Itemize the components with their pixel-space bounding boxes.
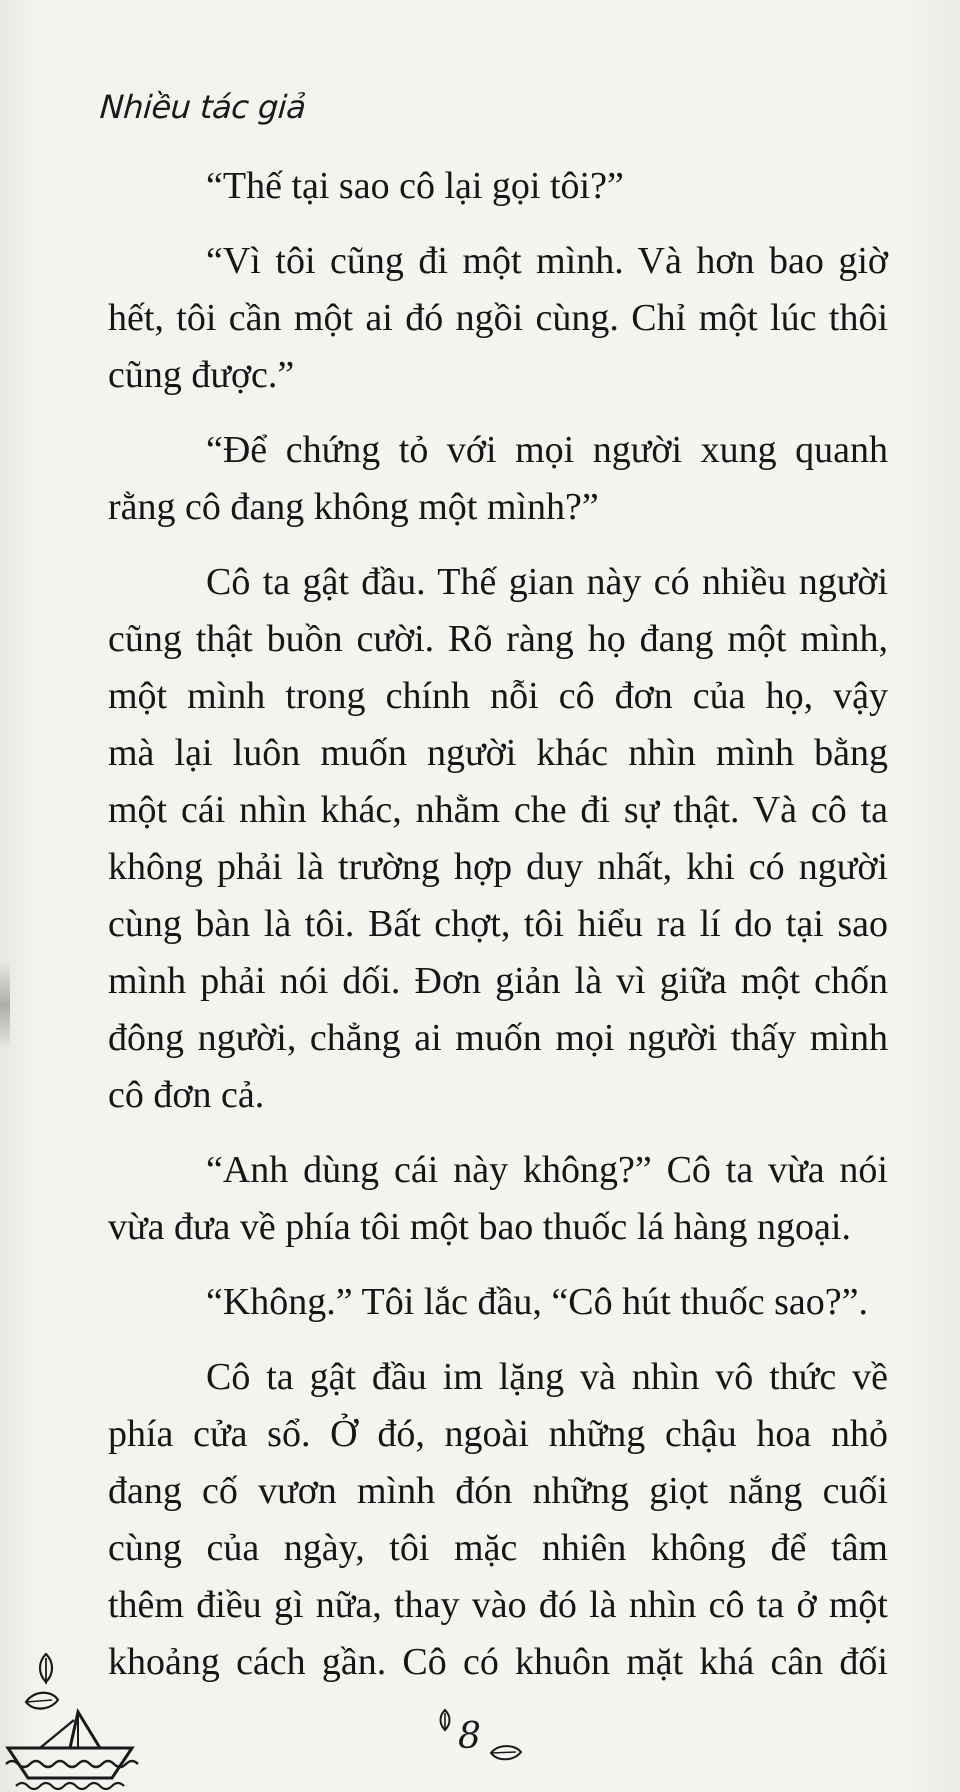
running-head: Nhiều tác giả	[98, 88, 307, 126]
paragraph	[108, 158, 888, 215]
text-line: mình phải nói dối. Đơn giản là vì giữa một chốn	[108, 960, 888, 1002]
page-edge-shadow	[0, 960, 10, 1050]
text-line: đang cố vươn mình đón những giọt nắng cuối	[108, 1470, 888, 1512]
text-line: phía cửa sổ. Ở đó, ngoài những chậu hoa nhỏ	[108, 1413, 888, 1455]
paragraph	[108, 233, 888, 404]
paragraph	[108, 1274, 888, 1331]
text-line: rằng cô đang không một mình?”	[108, 486, 599, 528]
text-line: cùng của ngày, tôi mặc nhiên không để tâm	[108, 1527, 888, 1569]
paper-boat-icon	[0, 1706, 150, 1792]
paragraph	[108, 1349, 888, 1691]
leaf-icon	[436, 1708, 454, 1732]
page-number: 8	[458, 1716, 481, 1757]
paragraph	[108, 1142, 888, 1256]
leaf-icon	[34, 1652, 58, 1686]
text-line: “Thế tại sao cô lại gọi tôi?”	[206, 165, 624, 207]
text-line: mà lại luôn muốn người khác nhìn mình bằng	[108, 732, 888, 774]
text-line: “Để chứng tỏ với mọi người xung quanh	[206, 429, 888, 471]
text-line: đông người, chẳng ai muốn mọi người thấy mình	[108, 1017, 888, 1059]
text-line: khoảng cách gần. Cô có khuôn mặt khá cân đối	[108, 1641, 888, 1683]
text-line: cô đơn cả.	[108, 1074, 265, 1116]
text-line: Cô ta gật đầu im lặng và nhìn vô thức về	[206, 1356, 888, 1398]
text-line: một cái nhìn khác, nhằm che đi sự thật. Và cô ta	[108, 789, 888, 831]
text-line: “Anh dùng cái này không?” Cô ta vừa nói	[206, 1149, 888, 1191]
paragraph	[108, 422, 888, 536]
text-line: Cô ta gật đầu. Thế gian này có nhiều người	[206, 561, 888, 603]
text-line: “Vì tôi cũng đi một mình. Và hơn bao giờ	[206, 240, 888, 282]
body-text	[108, 158, 888, 1709]
text-line: cũng thật buồn cười. Rõ ràng họ đang một mình,	[108, 618, 888, 660]
leaf-icon	[488, 1742, 524, 1764]
text-line: vừa đưa về phía tôi một bao thuốc lá hàng ngoại.	[108, 1206, 851, 1248]
paragraph	[108, 554, 888, 1124]
text-line: “Không.” Tôi lắc đầu, “Cô hút thuốc sao?”.	[206, 1281, 868, 1323]
text-line: thêm điều gì nữa, thay vào đó là nhìn cô ta ở một	[108, 1584, 888, 1626]
text-line: cũng được.”	[108, 354, 295, 396]
text-line: cùng bàn là tôi. Bất chợt, tôi hiểu ra lí do tại sao	[108, 903, 888, 945]
text-line: một mình trong chính nỗi cô đơn của họ, vậy	[108, 675, 888, 717]
text-line: hết, tôi cần một ai đó ngồi cùng. Chỉ một lúc thôi	[108, 297, 888, 339]
text-line: không phải là trường hợp duy nhất, khi có người	[108, 846, 888, 888]
